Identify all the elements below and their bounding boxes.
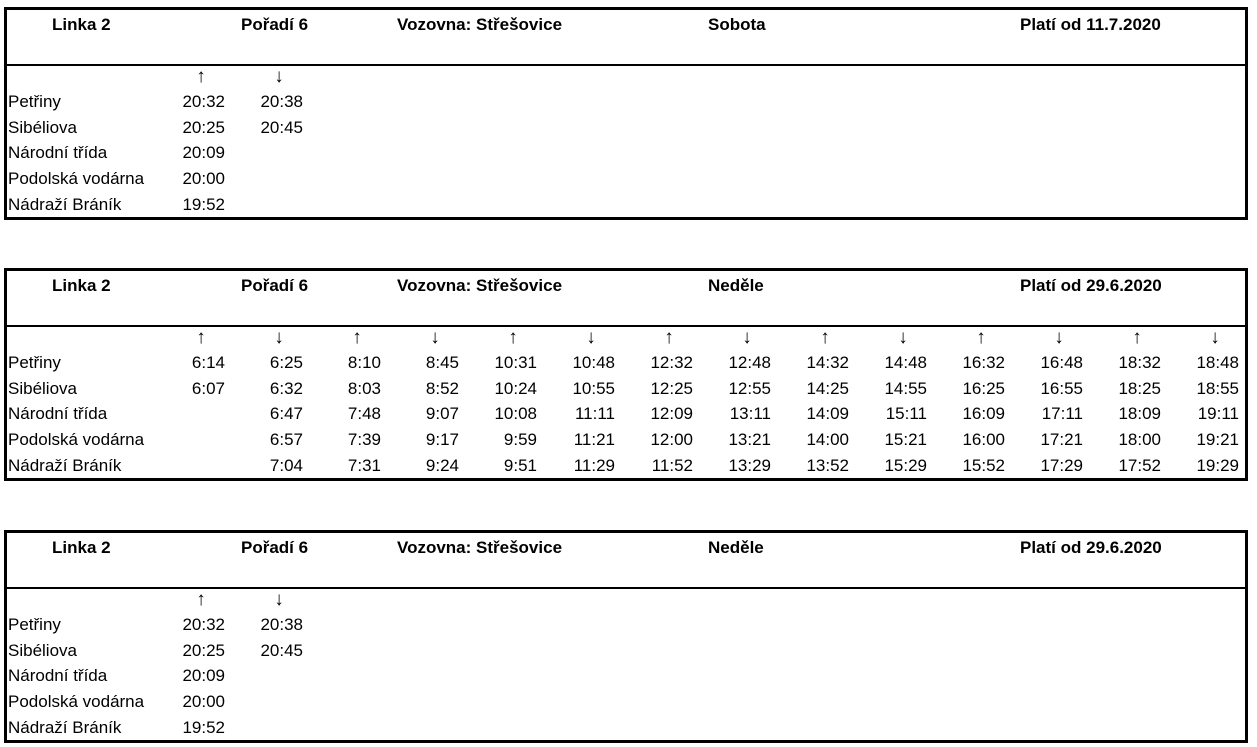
arrow-down-icon: ↓ xyxy=(430,327,440,348)
departure-time: 18:00 xyxy=(1118,430,1161,450)
stop-name: Sibéliova xyxy=(8,640,77,660)
stop-name: Národní třída xyxy=(8,404,108,424)
timetable-block xyxy=(4,530,1248,743)
order-label: Pořadí 6 xyxy=(241,276,309,295)
day-label: Neděle xyxy=(708,538,764,557)
table-row xyxy=(7,664,1245,689)
valid-from-label: Platí od 11.7.2020 xyxy=(1020,15,1161,34)
departure-time: 14:25 xyxy=(806,378,849,398)
departure-time: 6:57 xyxy=(269,430,303,450)
table-row xyxy=(7,402,1245,427)
departure-time: 17:29 xyxy=(1040,455,1083,475)
line-label: Linka 2 xyxy=(52,538,111,557)
direction-row xyxy=(7,66,1245,91)
departure-time: 8:45 xyxy=(425,353,459,372)
departure-time: 20:25 xyxy=(182,117,225,137)
departure-time: 20:38 xyxy=(260,615,303,634)
departure-time: 10:24 xyxy=(494,378,537,398)
departure-time: 14:48 xyxy=(884,353,927,372)
departure-time: 16:25 xyxy=(962,378,1005,398)
departure-time: 20:09 xyxy=(182,143,225,163)
stop-name: Podolská vodárna xyxy=(8,430,145,450)
departure-time: 20:25 xyxy=(182,640,225,660)
table-row xyxy=(7,454,1245,479)
departure-time: 10:55 xyxy=(572,378,615,398)
departure-time: 12:48 xyxy=(728,353,771,372)
departure-time: 13:21 xyxy=(728,430,771,450)
table-row xyxy=(7,639,1245,664)
departure-time: 20:45 xyxy=(260,640,303,660)
departure-time: 18:48 xyxy=(1196,353,1239,372)
departure-time: 18:25 xyxy=(1118,378,1161,398)
arrow-down-icon: ↓ xyxy=(274,589,284,610)
departure-time: 9:24 xyxy=(425,455,459,475)
arrow-up-icon: ↑ xyxy=(820,327,830,348)
arrow-up-icon: ↑ xyxy=(508,327,518,348)
departure-time: 6:47 xyxy=(269,404,303,424)
departure-time: 11:52 xyxy=(651,455,693,475)
departure-time: 13:11 xyxy=(729,404,771,424)
departure-time: 9:59 xyxy=(503,430,537,450)
table-row xyxy=(7,193,1245,218)
departure-time: 11:21 xyxy=(573,430,615,450)
departure-time: 20:32 xyxy=(182,615,225,634)
stop-name: Petřiny xyxy=(8,615,61,634)
departure-time: 7:39 xyxy=(347,430,381,450)
stop-name: Nádraží Bráník xyxy=(8,717,122,737)
depot-label: Vozovna: Střešovice xyxy=(397,538,563,557)
arrow-down-icon: ↓ xyxy=(586,327,596,348)
table-row xyxy=(7,428,1245,453)
depot-label: Vozovna: Střešovice xyxy=(397,15,563,34)
departure-time: 10:48 xyxy=(572,353,615,372)
day-label: Sobota xyxy=(708,15,766,34)
departure-time: 8:10 xyxy=(347,353,381,372)
timetable-header xyxy=(7,10,1245,66)
departure-time: 17:11 xyxy=(1041,404,1083,424)
line-label: Linka 2 xyxy=(52,276,111,295)
departure-time: 20:09 xyxy=(182,666,225,686)
departure-time: 16:32 xyxy=(962,353,1005,372)
stop-name: Sibéliova xyxy=(8,117,77,137)
stop-name: Podolská vodárna xyxy=(8,169,145,189)
departure-time: 6:32 xyxy=(269,378,303,398)
departure-time: 7:04 xyxy=(269,455,303,475)
departure-time: 14:32 xyxy=(806,353,849,372)
departure-time: 18:32 xyxy=(1118,353,1161,372)
day-label: Neděle xyxy=(708,276,764,295)
departure-time: 8:03 xyxy=(347,378,381,398)
stop-name: Národní třída xyxy=(8,666,108,686)
departure-time: 19:29 xyxy=(1196,455,1239,475)
departure-time: 11:29 xyxy=(573,455,615,475)
departure-time: 6:14 xyxy=(191,353,225,372)
table-row xyxy=(7,167,1245,192)
stop-name: Nádraží Bráník xyxy=(8,455,122,475)
departure-time: 16:00 xyxy=(962,430,1005,450)
table-row xyxy=(7,613,1245,638)
departure-time: 15:52 xyxy=(962,455,1005,475)
departure-time: 9:07 xyxy=(425,404,459,424)
departure-time: 16:55 xyxy=(1040,378,1083,398)
arrow-down-icon: ↓ xyxy=(1210,327,1220,348)
departure-time: 12:55 xyxy=(728,378,771,398)
order-label: Pořadí 6 xyxy=(241,15,309,34)
arrow-down-icon: ↓ xyxy=(274,327,284,348)
departure-time: 13:52 xyxy=(806,455,849,475)
departure-time: 7:48 xyxy=(347,404,381,424)
departure-time: 20:45 xyxy=(260,117,303,137)
departure-time: 16:09 xyxy=(962,404,1005,424)
table-row xyxy=(7,116,1245,141)
departure-time: 18:55 xyxy=(1196,378,1239,398)
arrow-up-icon: ↑ xyxy=(352,327,362,348)
departure-time: 11:11 xyxy=(574,404,615,424)
departure-time: 16:48 xyxy=(1040,353,1083,372)
departure-time: 19:52 xyxy=(182,717,225,737)
departure-time: 10:08 xyxy=(494,404,537,424)
departure-time: 15:21 xyxy=(884,430,927,450)
direction-row xyxy=(7,589,1245,614)
table-row xyxy=(7,351,1245,376)
departure-time: 13:29 xyxy=(728,455,771,475)
timetable-block xyxy=(4,7,1248,220)
stop-name: Nádraží Bráník xyxy=(8,194,122,214)
depot-label: Vozovna: Střešovice xyxy=(397,276,563,295)
departure-time: 12:25 xyxy=(650,378,693,398)
departure-time: 12:09 xyxy=(650,404,693,424)
departure-time: 18:09 xyxy=(1118,404,1161,424)
arrow-up-icon: ↑ xyxy=(1132,327,1142,348)
valid-from-label: Platí od 29.6.2020 xyxy=(1020,538,1162,557)
table-row xyxy=(7,90,1245,115)
arrow-down-icon: ↓ xyxy=(274,66,284,87)
departure-time: 9:17 xyxy=(425,430,459,450)
departure-time: 6:25 xyxy=(269,353,303,372)
timetable-header xyxy=(7,271,1245,327)
arrow-down-icon: ↓ xyxy=(742,327,752,348)
departure-time: 17:21 xyxy=(1040,430,1083,450)
table-row xyxy=(7,141,1245,166)
stop-name: Petřiny xyxy=(8,92,61,111)
arrow-up-icon: ↑ xyxy=(196,589,206,610)
departure-time: 9:51 xyxy=(503,455,537,475)
timetable-block xyxy=(4,268,1248,481)
departure-time: 14:00 xyxy=(806,430,849,450)
departure-time: 20:32 xyxy=(182,92,225,111)
table-row xyxy=(7,716,1245,741)
arrow-up-icon: ↑ xyxy=(976,327,986,348)
arrow-down-icon: ↓ xyxy=(898,327,908,348)
departure-time: 20:38 xyxy=(260,92,303,111)
departure-time: 17:52 xyxy=(1118,455,1161,475)
stop-name: Podolská vodárna xyxy=(8,692,145,712)
departure-time: 19:52 xyxy=(182,194,225,214)
departure-time: 6:07 xyxy=(191,378,225,398)
timetable-header xyxy=(7,533,1245,589)
stop-name: Petřiny xyxy=(8,353,61,372)
departure-time: 7:31 xyxy=(347,455,381,475)
departure-time: 10:31 xyxy=(494,353,537,372)
departure-time: 14:09 xyxy=(806,404,849,424)
departure-time: 20:00 xyxy=(182,169,225,189)
departure-time: 8:52 xyxy=(425,378,459,398)
departure-time: 19:21 xyxy=(1196,430,1239,450)
direction-row xyxy=(7,327,1245,352)
arrow-up-icon: ↑ xyxy=(196,66,206,87)
departure-time: 19:11 xyxy=(1197,404,1239,424)
departure-time: 12:00 xyxy=(650,430,693,450)
departure-time: 12:32 xyxy=(650,353,693,372)
table-row xyxy=(7,377,1245,402)
arrow-up-icon: ↑ xyxy=(664,327,674,348)
stop-name: Sibéliova xyxy=(8,378,77,398)
valid-from-label: Platí od 29.6.2020 xyxy=(1020,276,1162,295)
departure-time: 15:29 xyxy=(884,455,927,475)
departure-time: 15:11 xyxy=(885,404,927,424)
line-label: Linka 2 xyxy=(52,15,111,34)
departure-time: 20:00 xyxy=(182,692,225,712)
arrow-down-icon: ↓ xyxy=(1054,327,1064,348)
table-row xyxy=(7,690,1245,715)
arrow-up-icon: ↑ xyxy=(196,327,206,348)
departure-time: 14:55 xyxy=(884,378,927,398)
order-label: Pořadí 6 xyxy=(241,538,309,557)
stop-name: Národní třída xyxy=(8,143,108,163)
